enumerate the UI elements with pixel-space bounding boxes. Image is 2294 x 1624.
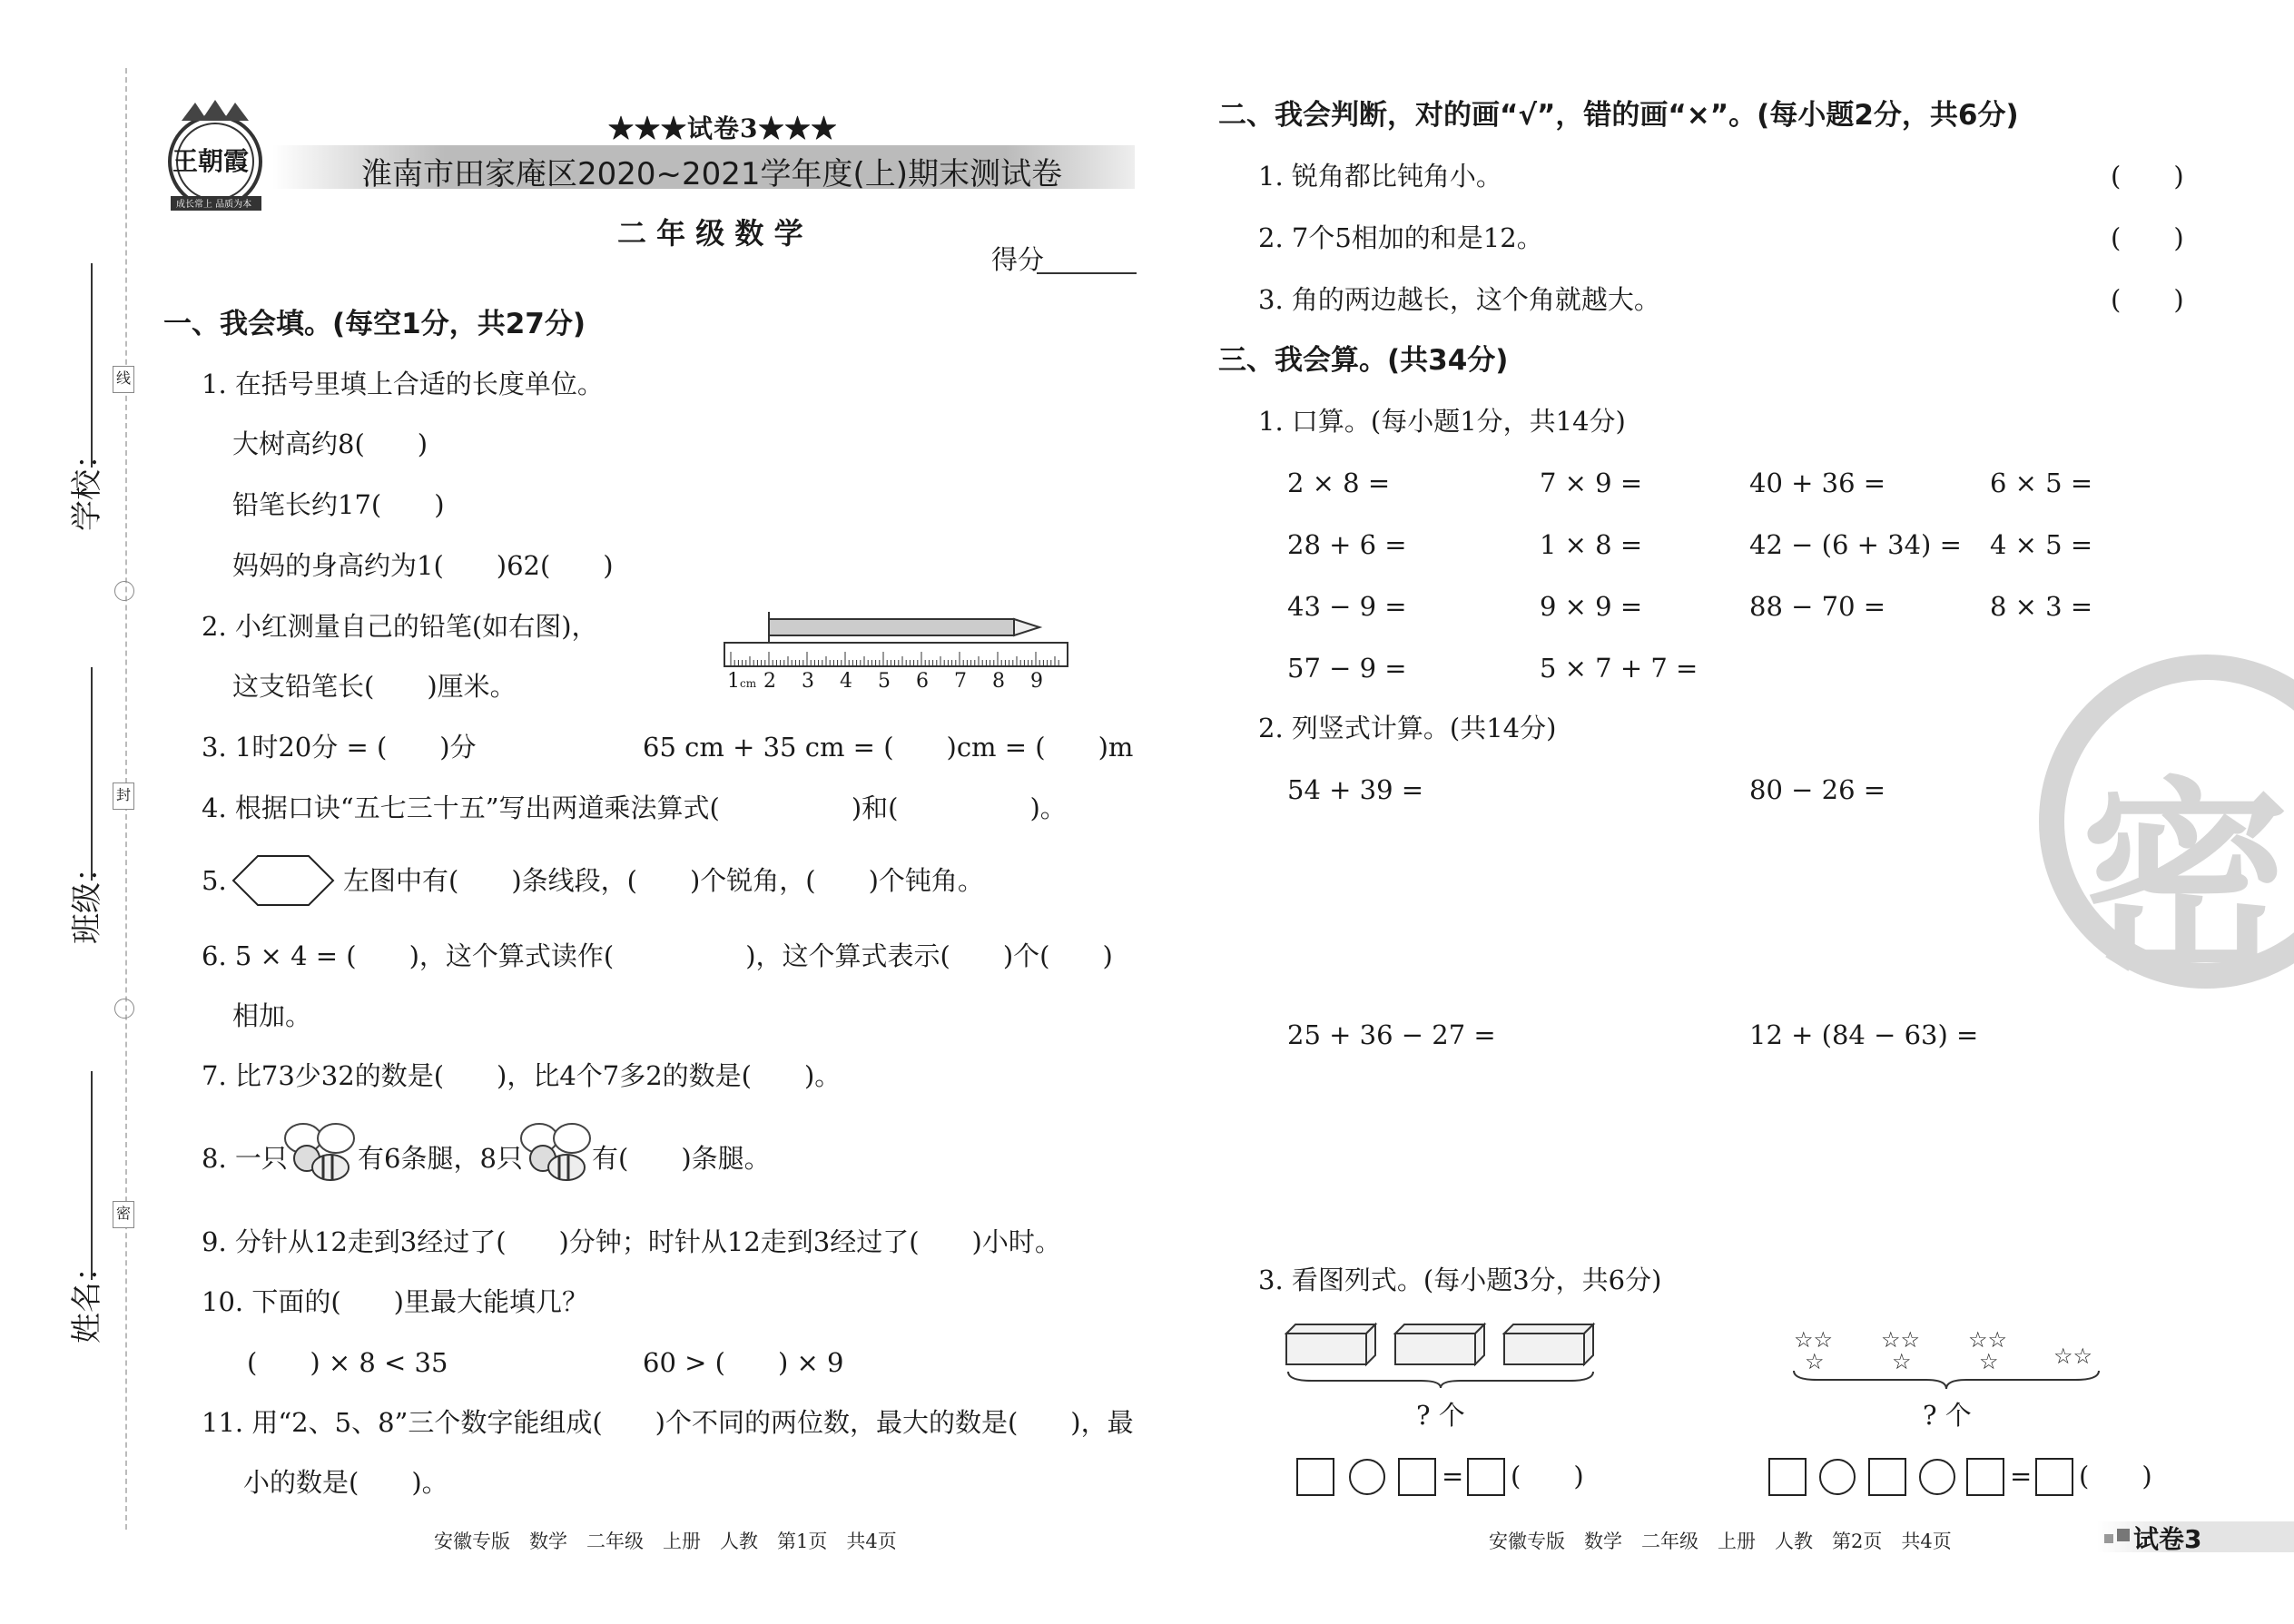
question-mark-count-1: ? 个 xyxy=(1416,1400,1465,1431)
oral-item: 7 × 9 = xyxy=(1540,468,1643,498)
oral-item: 57 − 9 = xyxy=(1287,653,1407,684)
paper-tag: ★★★试卷3★★★ xyxy=(608,113,838,143)
footer-left: 安徽专版 数学 二年级 上册 人教 第1页 共4页 xyxy=(434,1530,897,1552)
question-10b: 60 > ( ) × 9 xyxy=(643,1347,844,1378)
operator-circle[interactable] xyxy=(1349,1459,1385,1495)
ruler-label-8: 8 xyxy=(992,670,1005,693)
question-1b: 铅笔长约17( ) xyxy=(232,489,445,520)
question-5-number: 5. xyxy=(202,865,227,896)
ruler-label-2: 2 xyxy=(763,670,776,693)
operator-circle[interactable] xyxy=(1819,1459,1856,1495)
watermark-seal xyxy=(2024,640,2294,1003)
answer-box[interactable] xyxy=(1768,1458,1807,1496)
ruler-label-4: 4 xyxy=(840,670,852,693)
oral-subheading: 1. 口算。(每小题1分，共14分) xyxy=(1258,406,1626,437)
vertical-subheading: 2. 列竖式计算。(共14分) xyxy=(1258,713,1557,743)
oral-item: 42 − (6 + 34) = xyxy=(1749,529,1962,560)
ruler-label-1: 1 xyxy=(727,670,740,693)
oral-item: 43 − 9 = xyxy=(1287,591,1407,622)
corner-tag: 试卷3 xyxy=(2133,1524,2202,1554)
question-1c: 妈妈的身高约为1( )62( ) xyxy=(232,550,614,581)
brick-stacks-figure xyxy=(1285,1321,1598,1389)
oral-item: 6 × 5 = xyxy=(1990,468,2093,498)
question-11b: 小的数是( )。 xyxy=(243,1467,448,1498)
subject-title: 二 年 级 数 学 xyxy=(617,216,803,251)
equals-sign: = xyxy=(2010,1461,2033,1491)
question-6b: 相加。 xyxy=(232,1000,312,1031)
binding-hole-icon xyxy=(114,999,134,1019)
judge-answer-2[interactable]: ( ) xyxy=(2111,222,2184,253)
answer-box[interactable] xyxy=(1966,1458,2004,1496)
watermark-char: 密 xyxy=(2081,761,2290,1003)
seal-line-mark: 线 xyxy=(113,366,134,393)
name-label: 姓名： xyxy=(69,1251,105,1343)
question-8b: 有6条腿，8只 xyxy=(358,1143,523,1174)
name-input-line[interactable] xyxy=(91,1071,93,1280)
ruler-label-7: 7 xyxy=(954,670,967,693)
vertical-item: 80 − 26 = xyxy=(1749,774,1886,805)
footer-right: 安徽专版 数学 二年级 上册 人教 第2页 共4页 xyxy=(1489,1530,1952,1552)
ruler-label-9: 9 xyxy=(1030,670,1043,693)
operator-circle[interactable] xyxy=(1919,1459,1955,1495)
seal-secret-mark: 密 xyxy=(113,1201,134,1228)
star-icon-group: ☆☆ xyxy=(1794,1327,1834,1353)
class-input-line[interactable] xyxy=(91,667,93,881)
star-icon-group: ☆☆ xyxy=(1881,1327,1921,1353)
section2-heading: 二、我会判断，对的画“√”，错的画“×”。(每小题2分，共6分) xyxy=(1218,99,2019,132)
vertical-item: 25 + 36 − 27 = xyxy=(1287,1019,1496,1050)
class-label: 班级： xyxy=(69,851,105,944)
oral-item: 5 × 7 + 7 = xyxy=(1540,653,1698,684)
question-7: 7. 比73少32的数是( )，比4个7多2的数是( )。 xyxy=(202,1060,842,1091)
answer-box[interactable] xyxy=(1296,1458,1334,1496)
section1-heading: 一、我会填。(每空1分，共27分) xyxy=(163,308,586,340)
logo-subtext: 成长常上 品质为本 xyxy=(176,200,252,210)
oral-item: 8 × 3 = xyxy=(1990,591,2093,622)
star-icon-group: ☆☆ xyxy=(1968,1327,2008,1353)
equals-sign: = xyxy=(1442,1461,1464,1491)
pencil-ruler-figure xyxy=(722,606,1071,697)
ruler-unit-cm: cm xyxy=(740,677,757,690)
oral-item: 88 − 70 = xyxy=(1749,591,1886,622)
corner-square-icon xyxy=(2104,1534,2113,1543)
logo-emblem xyxy=(154,98,277,221)
stars-figure xyxy=(1790,1327,2108,1393)
answer-box[interactable] xyxy=(1467,1458,1505,1496)
answer-box[interactable] xyxy=(2035,1458,2073,1496)
oral-item: 28 + 6 = xyxy=(1287,529,1407,560)
binding-hole-icon xyxy=(114,581,134,601)
question-11a: 11. 用“2、5、8”三个数字能组成( )个不同的两位数，最大的数是( )，最 xyxy=(202,1407,1134,1438)
question-9: 9. 分针从12走到3经过了( )分钟；时针从12走到3经过了( )小时。 xyxy=(202,1226,1061,1257)
picture-subheading: 3. 看图列式。(每小题3分，共6分) xyxy=(1258,1265,1662,1295)
section3-heading: 三、我会算。(共34分) xyxy=(1218,344,1509,377)
question-1: 1. 在括号里填上合适的长度单位。 xyxy=(202,369,604,399)
bee-icon xyxy=(283,1118,358,1191)
bee-icon xyxy=(519,1118,594,1191)
score-input-line[interactable] xyxy=(1037,272,1137,274)
question-2b: 这支铅笔长( )厘米。 xyxy=(232,671,517,702)
question-10: 10. 下面的( )里最大能填几？ xyxy=(202,1286,588,1317)
judge-item-3: 3. 角的两边越长，这个角就越大。 xyxy=(1258,284,1660,315)
question-10a: ( ) × 8 < 35 xyxy=(247,1347,448,1378)
question-5: 左图中有( )条线段，( )个锐角，( )个钝角。 xyxy=(343,865,984,896)
star-icon-group: ☆ xyxy=(1805,1349,1825,1374)
star-icon-group: ☆ xyxy=(1979,1349,1999,1374)
exam-title: 淮南市田家庵区2020~2021学年度(上)期末测试卷 xyxy=(361,156,1063,192)
star-icon-group: ☆☆ xyxy=(2053,1343,2093,1369)
oral-item: 9 × 9 = xyxy=(1540,591,1643,622)
question-8a: 8. 一只 xyxy=(202,1143,288,1174)
ruler-label-3: 3 xyxy=(802,670,814,693)
unit-paren[interactable]: ( ) xyxy=(2079,1461,2152,1491)
question-3b: 65 cm + 35 cm = ( )cm = ( )m xyxy=(643,732,1134,763)
school-label: 学校： xyxy=(69,438,105,531)
seal-seal-mark: 封 xyxy=(113,782,134,810)
oral-item: 40 + 36 = xyxy=(1749,468,1886,498)
hexagon-figure xyxy=(231,853,336,908)
judge-answer-1[interactable]: ( ) xyxy=(2111,161,2184,192)
score-label: 得分 xyxy=(991,244,1045,275)
judge-answer-3[interactable]: ( ) xyxy=(2111,284,2184,315)
answer-box[interactable] xyxy=(1868,1458,1906,1496)
question-1a: 大树高约8( ) xyxy=(232,428,428,459)
oral-item: 4 × 5 = xyxy=(1990,529,2093,560)
question-3a: 3. 1时20分 = ( )分 xyxy=(202,732,477,763)
logo-text: 王朝霞 xyxy=(172,146,250,176)
ruler-label-6: 6 xyxy=(916,670,929,693)
oral-item: 2 × 8 = xyxy=(1287,468,1391,498)
star-icon-group: ☆ xyxy=(1892,1349,1912,1374)
vertical-item: 12 + (84 − 63) = xyxy=(1749,1019,1979,1050)
judge-item-1: 1. 锐角都比钝角小。 xyxy=(1258,161,1502,192)
judge-item-2: 2. 7个5相加的和是12。 xyxy=(1258,222,1543,253)
question-6a: 6. 5 × 4 = ( )，这个算式读作( )，这个算式表示( )个( ) xyxy=(202,940,1113,971)
question-mark-count-2: ? 个 xyxy=(1923,1400,1972,1431)
question-4: 4. 根据口诀“五七三十五”写出两道乘法算式( )和( )。 xyxy=(202,792,1067,823)
question-2a: 2. 小红测量自己的铅笔(如右图)， xyxy=(202,611,598,642)
school-input-line[interactable] xyxy=(91,263,93,468)
corner-square-icon xyxy=(2117,1529,2130,1541)
ruler-label-5: 5 xyxy=(878,670,891,693)
answer-box[interactable] xyxy=(1398,1458,1436,1496)
unit-paren[interactable]: ( ) xyxy=(1511,1461,1584,1491)
oral-item: 1 × 8 = xyxy=(1540,529,1643,560)
vertical-item: 54 + 39 = xyxy=(1287,774,1424,805)
question-8c: 有( )条腿。 xyxy=(592,1143,771,1174)
